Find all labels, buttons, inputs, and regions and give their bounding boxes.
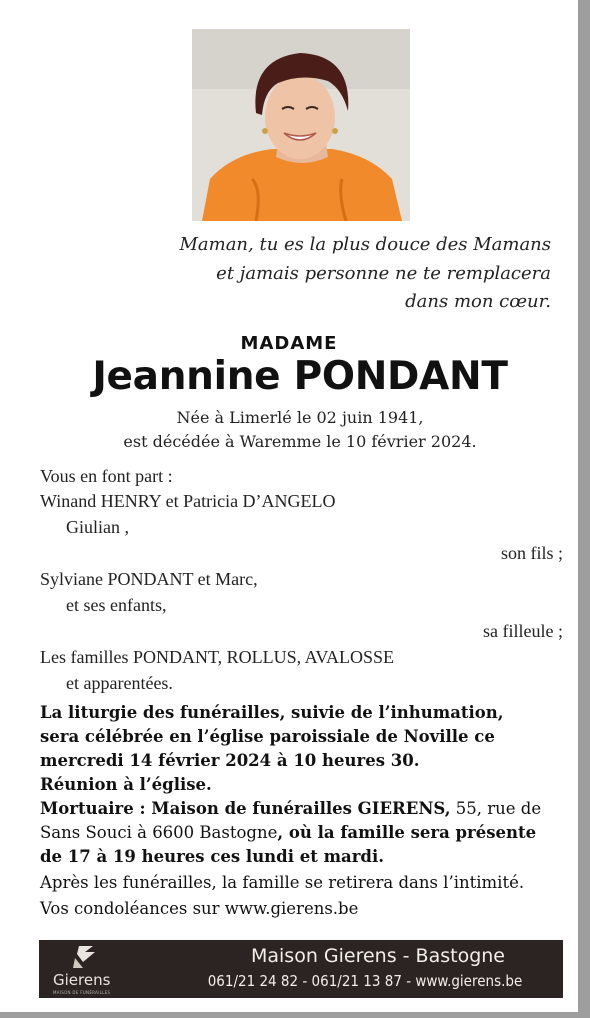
memorial-quote: [131, 231, 551, 317]
quote-line: et jamais personne ne te remplacera: [216, 262, 551, 284]
family-grandchild: Giulian ,: [66, 517, 129, 537]
deceased-name: Jeannine PONDANT: [92, 354, 508, 399]
family-intro: Vous en font part :: [40, 466, 173, 486]
announcement-line: Réunion à l’église.: [40, 775, 212, 794]
family-goddaughter: Sylviane PONDANT et Marc,: [40, 569, 258, 589]
family-related: et apparentées.: [66, 673, 173, 693]
honorific-title: MADAME: [240, 333, 338, 354]
footer-contact: 061/21 24 82 - 061/21 13 87 - www.gierens.be: [207, 972, 523, 990]
death-line: est décédée à Waremme le 10 février 2024.: [123, 432, 477, 451]
mortuary-city: Sans Souci à 6600 Bastogne: [40, 823, 278, 842]
after-funeral-note: Après les funérailles, la famille se retirera dans l’intimité.: [40, 873, 525, 892]
family-names: Les familles PONDANT, ROLLUS, AVALOSSE: [40, 647, 395, 667]
birth-line: Née à Limerlé le 02 juin 1941,: [176, 408, 424, 427]
family-role-goddaughter: sa filleule ;: [483, 621, 563, 641]
announcement-line: La liturgie des funérailles, suivie de l’inhumation,: [40, 703, 504, 722]
mortuary-address: 55, rue de: [450, 799, 542, 818]
portrait-photo: [192, 29, 410, 221]
portrait-illustration: [192, 29, 410, 221]
mortuary-line: [40, 823, 536, 842]
mortuary-line: [40, 799, 541, 818]
condolences-line: Vos condoléances sur www.gierens.be: [40, 899, 359, 918]
funeral-home-footer: [39, 940, 563, 998]
mortuary-name: Mortuaire : Maison de funérailles GIERENS,: [40, 799, 451, 818]
footer-title: Maison Gierens - Bastogne: [250, 945, 505, 967]
announcement-line: mercredi 14 février 2024 à 10 heures 30.: [40, 751, 420, 770]
quote-line: dans mon cœur.: [405, 291, 551, 312]
visiting-hours: de 17 à 19 heures ces lundi et mardi.: [40, 847, 384, 866]
quote-line: Maman, tu es la plus douce des Mamans: [179, 234, 551, 255]
family-role-son: son fils ;: [500, 543, 563, 563]
mortuary-presence: , où la famille sera présente: [277, 823, 537, 842]
announcement-line: sera célébrée en l’église paroissiale de Noville ce: [40, 727, 495, 746]
birth-death-info: [0, 406, 590, 454]
gierens-logo: [39, 940, 149, 998]
family-son-couple: Winand HENRY et Patricia D’ANGELO: [40, 491, 336, 511]
logo-subtitle: MAISON DE FUNÉRAILLES: [53, 990, 111, 995]
logo-wordmark: Gierens: [53, 971, 111, 989]
family-goddaughter-children: et ses enfants,: [66, 595, 167, 615]
